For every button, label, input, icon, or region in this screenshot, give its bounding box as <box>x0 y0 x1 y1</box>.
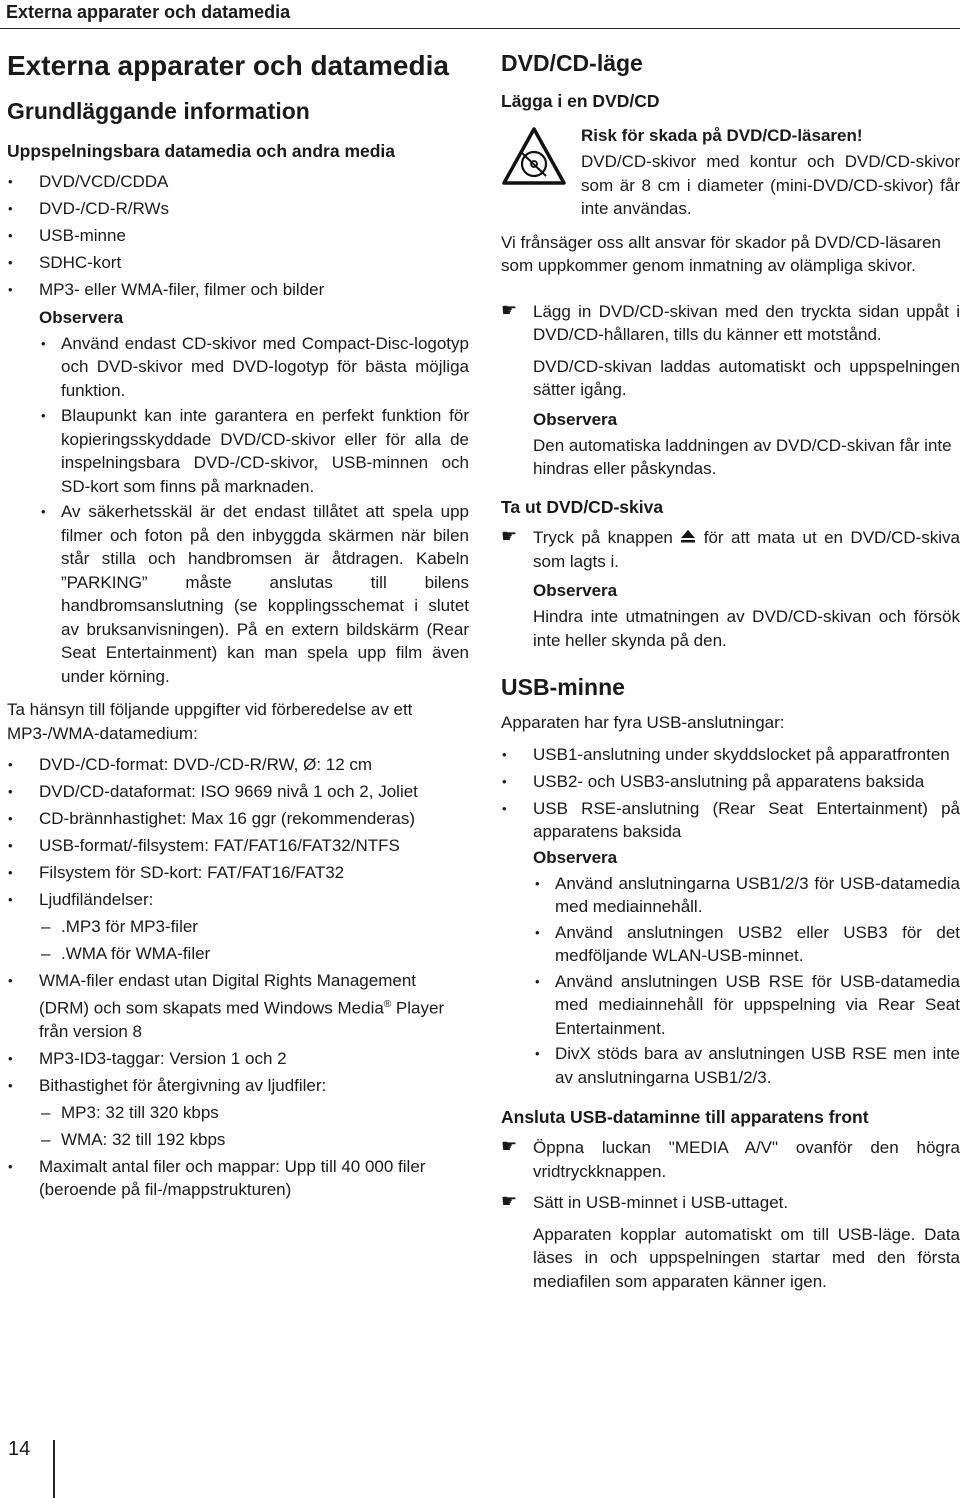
list-item: • DVD-/CD-format: DVD-/CD-R/RW, Ø: 12 cm <box>7 753 469 777</box>
page-title: Externa apparater och datamedia <box>7 50 449 81</box>
right-column <box>501 36 960 1293</box>
eject-note: Hindra inte utmatningen av DVD/CD-skivan och försök inte heller skynda på den. <box>533 607 960 650</box>
warning-box <box>501 126 960 221</box>
eject-step-text-post: för att mata ut en DVD/CD-skiva som lagts i. <box>533 527 960 571</box>
list-item: • Av säkerhetsskäl är det endast tillåtet att spela upp filmer och foton på den inbyggda skärmen när bilen står stilla och handbromsen är åtdragen. Kabeln ”PARKING” måste anslutas till bilens handbromsanslutning (se kopplingsschemat i slutet av bruksanvisningen). På en extern bildskärm (Rear Seat Entertainment) kan man spela upp film även under körning. <box>39 500 469 688</box>
section-heading-dvd: DVD/CD-läge <box>501 50 643 76</box>
observe-label: Observera <box>39 307 124 327</box>
page-number: 14 <box>8 1438 31 1460</box>
front-step-1 <box>501 1136 960 1183</box>
pointing-hand-icon: ☛ <box>501 525 518 546</box>
observe-block <box>39 308 469 689</box>
list-item: • DVD/CD-dataformat: ISO 9669 nivå 1 och 2, Joliet <box>7 780 469 804</box>
pointing-hand-icon: ☛ <box>501 299 518 320</box>
registered-mark: ® <box>383 998 392 1010</box>
front-heading: Ansluta USB-dataminne till apparatens front <box>501 1107 869 1128</box>
list-item: • MP3- eller WMA-filer, filmer och bilder <box>7 278 469 302</box>
usb-intro: Apparaten har fyra USB-anslutningar: <box>501 713 785 733</box>
list-item: • Filsystem för SD-kort: FAT/FAT16/FAT32 <box>7 861 469 885</box>
wma-text-post: Player från version 8 <box>39 998 445 1041</box>
bitrate-list <box>39 1101 469 1152</box>
section-heading-usb: USB-minne <box>501 674 625 701</box>
observe-label: Observera <box>533 581 618 601</box>
spec-list-3 <box>7 1155 469 1202</box>
front-step-2-text: Sätt in USB-minnet i USB-uttaget. <box>533 1193 789 1213</box>
list-item: • USB-minne <box>7 224 469 248</box>
extension-list <box>39 915 469 966</box>
observe-label: Observera <box>533 409 618 429</box>
media-list <box>7 170 469 302</box>
list-item: • Använd anslutningen USB RSE för USB-datamedia med mediainnehåll för uppspelning via Rear Seat Entertainment. <box>533 970 960 1041</box>
eject-observe <box>533 581 960 652</box>
front-step-1-text: Öppna luckan "MEDIA A/V" ovanför den högra vridtryckknappen. <box>533 1138 960 1181</box>
insert-step-text: Lägg in DVD/CD-skivan med den tryckta sidan uppåt i DVD/CD-hållaren, tills du känner ett motstånd. <box>533 301 960 344</box>
front-step-2 <box>501 1191 960 1215</box>
eject-icon <box>680 526 696 550</box>
list-item: • DVD-/CD-R/RWs <box>7 197 469 221</box>
list-item: • USB2- och USB3-anslutning på apparatens baksida <box>501 770 960 794</box>
warning-text: DVD/CD-skivor med kontur och DVD/CD-skivor som är 8 cm i diameter (mini-DVD/CD-skivor) får inte användas. <box>581 152 960 218</box>
list-item: • Använd endast CD-skivor med Compact-Disc-logotyp och DVD-skivor med DVD-logotyp för bästa möjliga funktion. <box>39 332 469 403</box>
front-result: Apparaten kopplar automatiskt om till USB-läge. Data läses in och uppspelningen startar med den första mediafilen som apparaten känner igen. <box>533 1224 960 1291</box>
disclaimer: Vi frånsäger oss allt ansvar för skador på DVD/CD-läsaren som uppkommer genom inmatning av olämpliga skivor. <box>501 232 941 275</box>
footer-divider <box>53 1440 55 1498</box>
insert-heading: Lägga i en DVD/CD <box>501 91 660 111</box>
list-item: • Bithastighet för återgivning av ljudfiler: <box>7 1074 469 1098</box>
warning-text-block <box>581 126 960 221</box>
list-item: • USB-format/-filsystem: FAT/FAT16/FAT32/NTFS <box>7 834 469 858</box>
list-item: • USB RSE-anslutning (Rear Seat Entertainment) på apparatens baksida <box>501 797 960 844</box>
list-item: • Använd anslutningarna USB1/2/3 för USB-datamedia med mediainnehåll. <box>533 872 960 919</box>
list-item: – MP3: 32 till 320 kbps <box>39 1101 469 1125</box>
insert-step <box>501 300 960 347</box>
insert-result: DVD/CD-skivan laddas automatiskt och uppspelningen sätter igång. <box>533 356 960 399</box>
running-header-title: Externa apparater och datamedia <box>6 2 291 22</box>
warning-triangle-disc-icon <box>501 126 581 221</box>
list-item: • USB1-anslutning under skyddslocket på apparatfronten <box>501 743 960 767</box>
observe-list <box>39 332 469 689</box>
list-item: • MP3-ID3-taggar: Version 1 och 2 <box>7 1047 469 1071</box>
media-heading: Uppspelningsbara datamedia och andra media <box>7 141 396 161</box>
list-item: • Maximalt antal filer och mappar: Upp till 40 000 filer (beroende på fil-/mappstrukturen) <box>7 1155 469 1202</box>
eject-heading: Ta ut DVD/CD-skiva <box>501 496 664 517</box>
list-item: – .MP3 för MP3-filer <box>39 915 469 939</box>
mp3-intro: Ta hänsyn till följande uppgifter vid förberedelse av ett MP3-/WMA-datamedium: <box>7 700 413 743</box>
list-item: • Ljudfiländelser: <box>7 888 469 912</box>
warning-title: Risk för skada på DVD/CD-läsaren! <box>581 126 863 145</box>
wma-text: WMA-filer endast utan Digital Rights Management (DRM) och som skapats med Windows Media <box>39 971 416 1018</box>
list-item: • DVD/VCD/CDDA <box>7 170 469 194</box>
left-column <box>7 36 469 1205</box>
insert-observe <box>533 410 960 481</box>
usb-notes <box>533 872 960 1090</box>
section-heading-basics: Grundläggande information <box>7 98 310 124</box>
list-item: • DivX stöds bara av anslutningen USB RSE men inte av anslutningarna USB1/2/3. <box>533 1042 960 1089</box>
observe-label: Observera <box>533 847 618 867</box>
list-item: • Använd anslutningen USB2 eller USB3 för det medföljande WLAN-USB-minnet. <box>533 921 960 968</box>
list-item-wma <box>7 969 469 1043</box>
insert-note: Den automatiska laddningen av DVD/CD-skivan får inte hindras eller påskyndas. <box>533 435 952 478</box>
list-item: • Blaupunkt kan inte garantera en perfekt funktion för kopieringsskyddade DVD/CD-skivor eller för alla de inspelningsbara DVD-/CD-skivor, USB-minnen och SD-kort som finns på marknaden. <box>39 404 469 498</box>
eject-step-text: Tryck på knappen <box>533 527 681 547</box>
usb-observe <box>533 848 960 1090</box>
spec-list <box>7 753 469 912</box>
list-item: – .WMA för WMA-filer <box>39 942 469 966</box>
list-item: • CD-brännhastighet: Max 16 ggr (rekommenderas) <box>7 807 469 831</box>
pointing-hand-icon: ☛ <box>501 1136 518 1157</box>
list-item: • SDHC-kort <box>7 251 469 275</box>
running-header <box>0 0 960 29</box>
pointing-hand-icon: ☛ <box>501 1191 518 1212</box>
usb-list <box>501 743 960 844</box>
spec-list-2 <box>7 969 469 1097</box>
eject-step <box>501 526 960 574</box>
list-item: – WMA: 32 till 192 kbps <box>39 1128 469 1152</box>
